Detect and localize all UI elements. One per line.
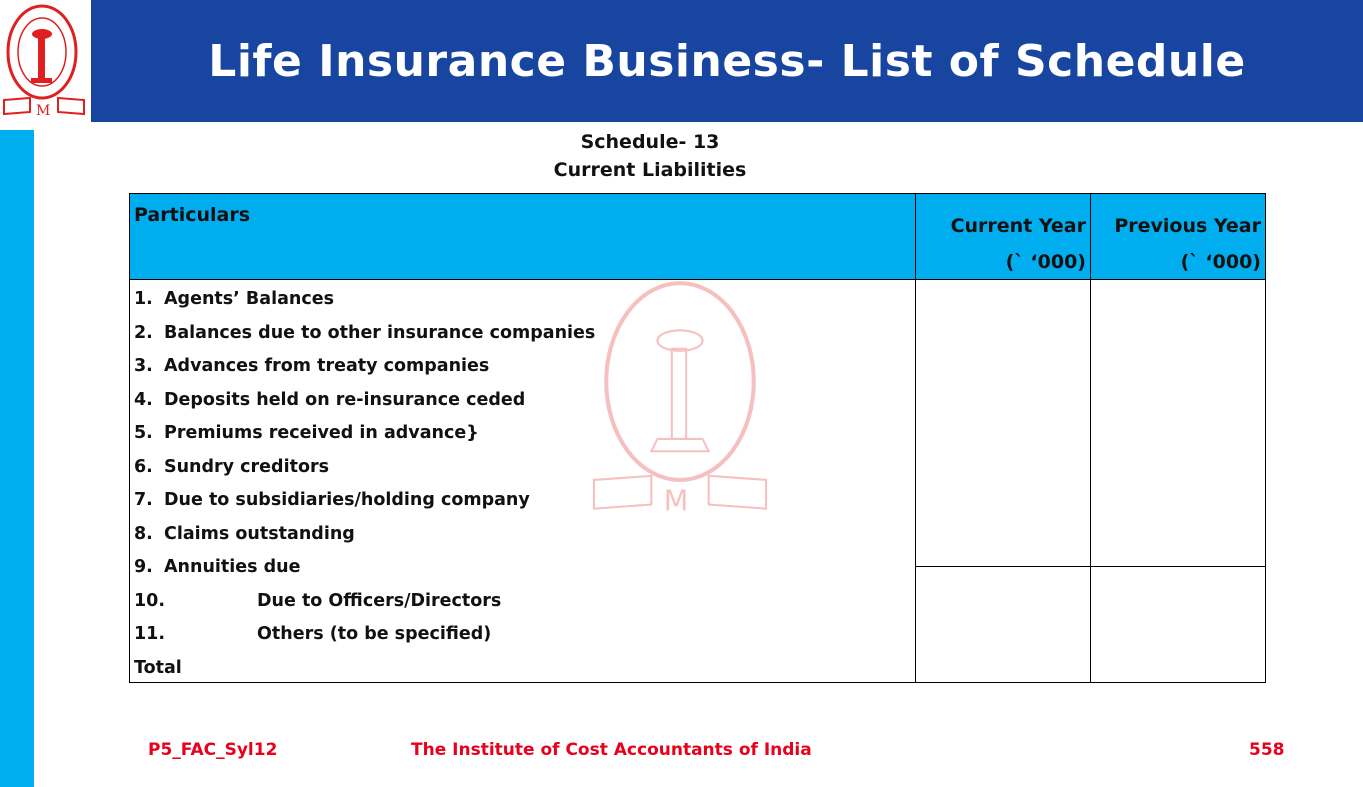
row-label: Others (to be specified) — [257, 624, 492, 644]
table-row — [134, 557, 301, 577]
previous-year-label: Previous Year — [1114, 215, 1261, 237]
row-label: Claims outstanding — [164, 523, 355, 544]
previous-year-total-cell — [1090, 566, 1266, 683]
row-number: 6. — [134, 456, 153, 477]
row-label: Deposits held on re-insurance ceded — [164, 389, 526, 410]
row-number: 9. — [134, 557, 153, 577]
current-year-label: Current Year — [950, 215, 1086, 237]
table-row — [134, 323, 595, 343]
current-year-cell — [915, 279, 1091, 567]
row-number: 5. — [134, 423, 153, 443]
table-row — [134, 390, 525, 410]
table-row — [134, 457, 329, 477]
previous-year-cell — [1090, 279, 1266, 567]
institute-logo-icon — [0, 0, 88, 122]
footer-page-number: 558 — [1249, 740, 1285, 760]
svg-text:M: M — [36, 103, 51, 119]
schedule-number: Schedule- 13 — [580, 131, 720, 153]
row-label: Due to Officers/Directors — [257, 590, 502, 611]
row-number: 1. — [134, 289, 153, 309]
row-number: 2. — [134, 322, 153, 343]
row-number: 4. — [134, 389, 153, 410]
svg-text:M: M — [663, 483, 689, 518]
row-label: Advances from treaty companies — [164, 356, 490, 376]
schedule-subtitle: Current Liabilities — [553, 159, 747, 181]
side-strip — [0, 130, 34, 787]
row-label: Sundry creditors — [164, 456, 330, 477]
row-label: Annuities due — [164, 557, 301, 577]
row-number: 3. — [134, 356, 153, 376]
slide-title: Life Insurance Business- List of Schedule — [91, 0, 1363, 122]
row-number: 8. — [134, 523, 153, 544]
row-label: Due to subsidiaries/holding company — [164, 490, 530, 510]
table-row — [134, 490, 530, 510]
row-label: Agents’ Balances — [164, 289, 334, 309]
table-row — [134, 289, 334, 309]
previous-year-unit: (` ‘000) — [1180, 251, 1261, 273]
table-row — [134, 356, 489, 376]
header-current-year — [915, 193, 1091, 280]
table-row — [134, 624, 491, 644]
table-row — [134, 524, 355, 544]
table-row — [134, 591, 501, 611]
header-previous-year — [1090, 193, 1266, 280]
footer-institute: The Institute of Cost Accountants of India — [411, 740, 812, 760]
row-label: Balances due to other insurance companies — [164, 322, 596, 343]
row-number: 11. — [134, 624, 166, 644]
row-number: 10. — [134, 590, 166, 611]
current-year-total-cell — [915, 566, 1091, 683]
row-number: 7. — [134, 490, 153, 510]
total-row: Total — [134, 657, 182, 678]
header-particulars: Particulars — [129, 193, 916, 280]
row-label: Premiums received in advance} — [164, 423, 479, 443]
footer-code: P5_FAC_Syl12 — [148, 740, 278, 760]
current-year-unit: (` ‘000) — [1005, 251, 1086, 273]
table-row — [134, 423, 479, 443]
